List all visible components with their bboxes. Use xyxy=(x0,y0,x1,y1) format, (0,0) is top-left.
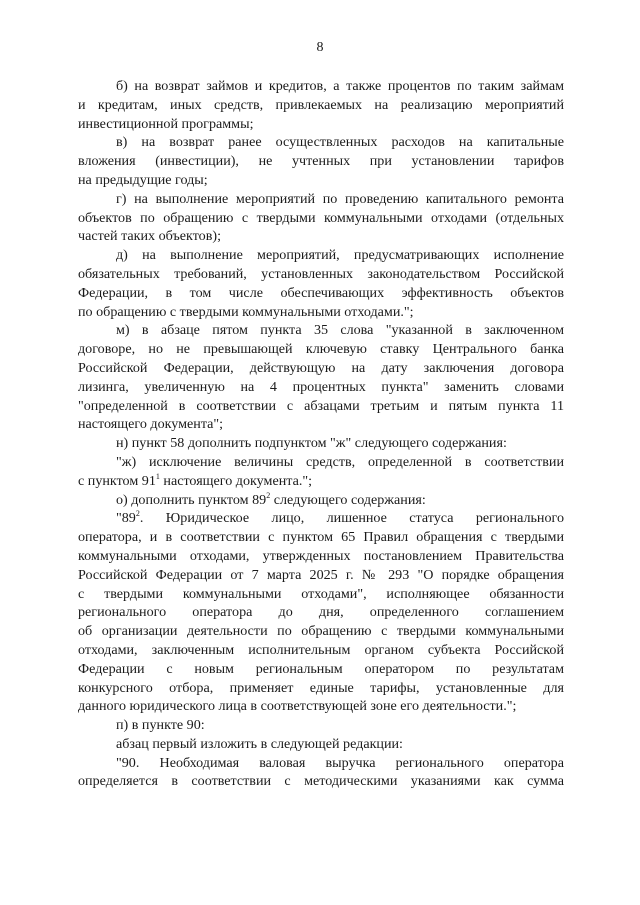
text-line xyxy=(78,472,564,491)
text-line: в) на возврат ранее осуществленных расходов на капитальные xyxy=(116,134,564,151)
text-line: коммунальными отходами, утвержденных постановлением Правительства xyxy=(78,547,564,564)
superscript: 2 xyxy=(135,509,140,519)
text-run: о) дополнить пунктом 89 xyxy=(116,491,267,508)
text-line: и кредитам, иных средств, привлекаемых на реализацию мероприятий xyxy=(78,96,564,113)
text-run: настоящего документа."; xyxy=(159,472,313,489)
text-line: конкурсного отбора, применяет единые тарифы, установленные для xyxy=(78,679,564,696)
paragraph-zh xyxy=(78,453,564,491)
text-line: м) в абзаце пятом пункта 35 слова "указанной в заключенном xyxy=(116,322,564,339)
paragraph-90 xyxy=(78,754,564,792)
text-line: договоре, но не превышающей ключевую ставку Центрального банка xyxy=(78,341,564,358)
text-line: настоящего документа"; xyxy=(78,416,224,433)
text-run: . Юридическое лицо, лишенное статуса регионального xyxy=(139,510,564,527)
text-line: "90. Необходимая валовая выручка регионального оператора xyxy=(116,754,564,771)
text-line: регионального оператора до дня, определенного соглашением xyxy=(78,604,564,621)
superscript: 1 xyxy=(155,471,160,481)
text-line: с твердыми коммунальными отходами", исполняющее обязанности xyxy=(78,585,564,602)
text-line: лизинга, увеличенную на 4 процентных пункта" заменить словами xyxy=(78,378,564,395)
text-line: д) на выполнение мероприятий, предусматривающих исполнение xyxy=(116,247,564,264)
document-body xyxy=(78,77,564,791)
text-line: инвестиционной программы; xyxy=(78,115,254,132)
text-line: н) пункт 58 дополнить подпунктом "ж" следующего содержания: xyxy=(116,435,507,452)
text-line: определяется в соответствии с методическими указаниями как сумма xyxy=(78,773,564,790)
text-line: обязательных требований, установленных законодательством Российской xyxy=(78,265,564,282)
text-run: следующего содержания: xyxy=(270,491,426,508)
text-line: г) на выполнение мероприятий по проведению капитального ремонта xyxy=(116,190,564,207)
text-line: об организации деятельности по обращению с твердыми коммунальными xyxy=(78,623,564,640)
text-line: объектов по обращению с твердыми коммунальными отходами (отдельных xyxy=(78,209,564,226)
text-line: Российской Федерации от 7 марта 2025 г. № 293 "О порядке обращения xyxy=(78,566,564,583)
text-line xyxy=(78,491,564,510)
text-line: отходами, заключенным исполнительным органом субъекта Российской xyxy=(78,641,564,658)
text-line: вложения (инвестиции), не учтенных при установлении тарифов xyxy=(78,153,564,170)
paragraph-89-2 xyxy=(78,509,564,716)
paragraph-o xyxy=(78,491,564,510)
paragraph-d xyxy=(78,246,564,321)
text-line: п) в пункте 90: xyxy=(116,717,205,734)
page-number: 8 xyxy=(316,40,324,55)
text-line: Федерации с новым региональным оператором по результатам xyxy=(78,660,564,677)
paragraph-p xyxy=(78,716,564,735)
text-line: оператора, и в соответствии с пунктом 65 Правил обращения с твердыми xyxy=(78,529,564,546)
paragraph-abzac xyxy=(78,735,564,754)
text-line: частей таких объектов); xyxy=(78,228,221,245)
text-line: Федерации, в том числе обеспечивающих эффективность объектов xyxy=(78,284,564,301)
text-line: Российской Федерации, действующую на дату заключения договора xyxy=(78,359,564,376)
paragraph-v xyxy=(78,133,564,189)
text-line xyxy=(78,509,564,528)
paragraph-g xyxy=(78,190,564,246)
text-run: "89 xyxy=(116,510,136,527)
text-line: "определенной в соответствии с абзацами третьим и пятым пункта 11 xyxy=(78,397,564,414)
text-line: данного юридического лица в соответствующей зоне его деятельности."; xyxy=(78,698,517,715)
paragraph-n xyxy=(78,434,564,453)
text-line: "ж) исключение величины средств, определенной в соответствии xyxy=(116,453,564,470)
text-line: на предыдущие годы; xyxy=(78,171,208,188)
text-line: по обращению с твердыми коммунальными отходами."; xyxy=(78,303,414,320)
paragraph-m xyxy=(78,321,564,434)
superscript: 2 xyxy=(266,490,271,500)
text-run: с пунктом 91 xyxy=(78,472,156,489)
paragraph-b xyxy=(78,77,564,133)
text-line: абзац первый изложить в следующей редакции: xyxy=(116,735,403,752)
text-line: б) на возврат займов и кредитов, а также процентов по таким займам xyxy=(116,78,564,94)
